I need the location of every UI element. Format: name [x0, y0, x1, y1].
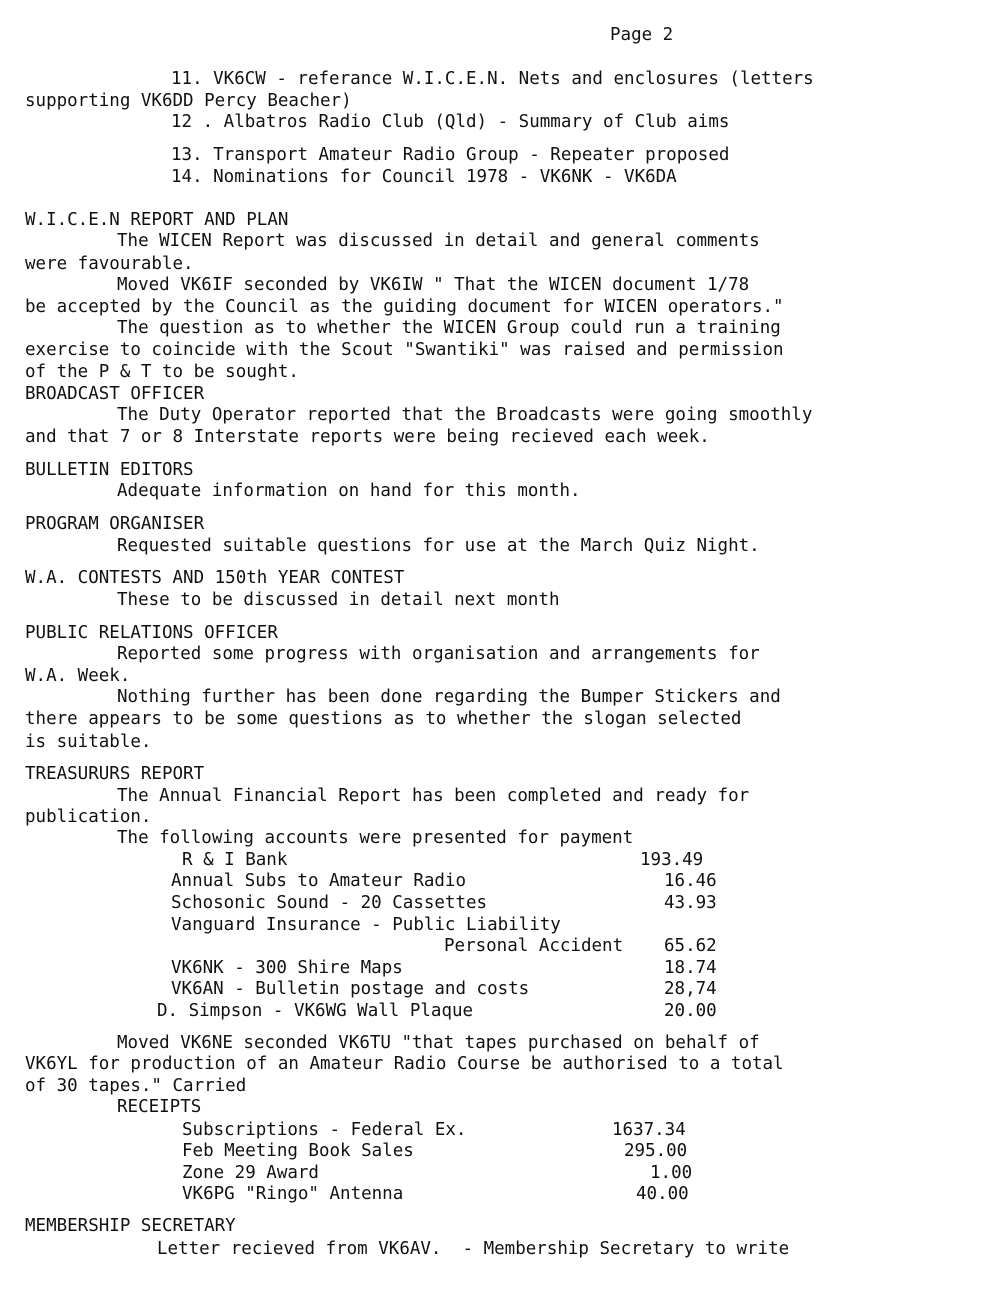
bulletin-heading: BULLETIN EDITORS [25, 460, 194, 480]
treasurer-heading: TREASURURS REPORT [25, 764, 205, 784]
motion-line: VK6YL for production of an Amateur Radio Course be authorised to a total [25, 1054, 784, 1074]
program-line: Requested suitable questions for use at the March Quiz Night. [117, 536, 760, 556]
account-amount: 20.00 [664, 1001, 717, 1021]
pro-line: Reported some progress with organisation and arrangements for [117, 644, 760, 664]
account-name: Personal Accident [444, 936, 624, 956]
page-number: Page 2 [610, 25, 674, 45]
receipt-amount: 1.00 [650, 1163, 693, 1183]
pro-line: W.A. Week. [25, 666, 131, 686]
item-12: 12 . Albatros Radio Club (Qld) - Summary of Club aims [171, 112, 730, 132]
account-name: Annual Subs to Amateur Radio [171, 871, 467, 891]
account-name: D. Simpson - VK6WG Wall Plaque [157, 1001, 474, 1021]
item-13: 13. Transport Amateur Radio Group - Repeater proposed [171, 145, 730, 165]
pro-heading: PUBLIC RELATIONS OFFICER [25, 623, 278, 643]
item-11-cont: supporting VK6DD Percy Beacher) [25, 91, 352, 111]
receipt-name: Feb Meeting Book Sales [182, 1141, 414, 1161]
account-amount: 193.49 [640, 850, 704, 870]
receipt-name: Subscriptions - Federal Ex. [182, 1120, 467, 1140]
account-amount: 28,74 [664, 979, 717, 999]
wicen-line: were favourable. [25, 254, 194, 274]
wicen-line: exercise to coincide with the Scout "Swantiki" was raised and permission [25, 340, 784, 360]
wicen-line: Moved VK6IF seconded by VK6IW " That the WICEN document 1/78 [117, 275, 750, 295]
program-heading: PROGRAM ORGANISER [25, 514, 205, 534]
broadcast-heading: BROADCAST OFFICER [25, 384, 205, 404]
treasurer-line: The following accounts were presented for payment [117, 828, 634, 848]
pro-line: there appears to be some questions as to whether the slogan selected [25, 709, 742, 729]
broadcast-line: and that 7 or 8 Interstate reports were being recieved each week. [25, 427, 710, 447]
bulletin-line: Adequate information on hand for this month. [117, 481, 581, 501]
wicen-heading: W.I.C.E.N REPORT AND PLAN [25, 210, 289, 230]
broadcast-line: The Duty Operator reported that the Broadcasts were going smoothly [117, 405, 813, 425]
wicen-line: The question as to whether the WICEN Group could run a training [117, 318, 781, 338]
account-name: Schosonic Sound - 20 Cassettes [171, 893, 488, 913]
membership-line: Letter recieved from VK6AV. - Membership Secretary to write [157, 1239, 790, 1259]
wicen-line: The WICEN Report was discussed in detail and general comments [117, 231, 760, 251]
item-14: 14. Nominations for Council 1978 - VK6NK - VK6DA [171, 167, 677, 187]
receipt-amount: 1637.34 [612, 1120, 686, 1140]
item-11: 11. VK6CW - referance W.I.C.E.N. Nets and enclosures (letters [171, 69, 814, 89]
receipt-name: Zone 29 Award [182, 1163, 319, 1183]
treasurer-line: publication. [25, 807, 152, 827]
contests-heading: W.A. CONTESTS AND 150th YEAR CONTEST [25, 568, 405, 588]
account-amount: 18.74 [664, 958, 717, 978]
account-name: Vanguard Insurance - Public Liability [171, 915, 561, 935]
wicen-line: be accepted by the Council as the guiding document for WICEN operators." [25, 297, 784, 317]
pro-line: Nothing further has been done regarding the Bumper Stickers and [117, 687, 781, 707]
contests-line: These to be discussed in detail next month [117, 590, 560, 610]
wicen-line: of the P & T to be sought. [25, 362, 299, 382]
receipts-heading: RECEIPTS [117, 1097, 202, 1117]
account-amount: 16.46 [664, 871, 717, 891]
treasurer-line: The Annual Financial Report has been completed and ready for [117, 786, 750, 806]
account-name: R & I Bank [182, 850, 288, 870]
motion-line: of 30 tapes." Carried [25, 1076, 247, 1096]
membership-heading: MEMBERSHIP SECRETARY [25, 1216, 236, 1236]
receipt-amount: 295.00 [624, 1141, 688, 1161]
motion-line: Moved VK6NE seconded VK6TU "that tapes purchased on behalf of [117, 1033, 760, 1053]
account-amount: 43.93 [664, 893, 717, 913]
account-amount: 65.62 [664, 936, 717, 956]
receipt-name: VK6PG "Ringo" Antenna [182, 1184, 404, 1204]
account-name: VK6AN - Bulletin postage and costs [171, 979, 530, 999]
pro-line: is suitable. [25, 732, 152, 752]
account-name: VK6NK - 300 Shire Maps [171, 958, 403, 978]
receipt-amount: 40.00 [636, 1184, 689, 1204]
